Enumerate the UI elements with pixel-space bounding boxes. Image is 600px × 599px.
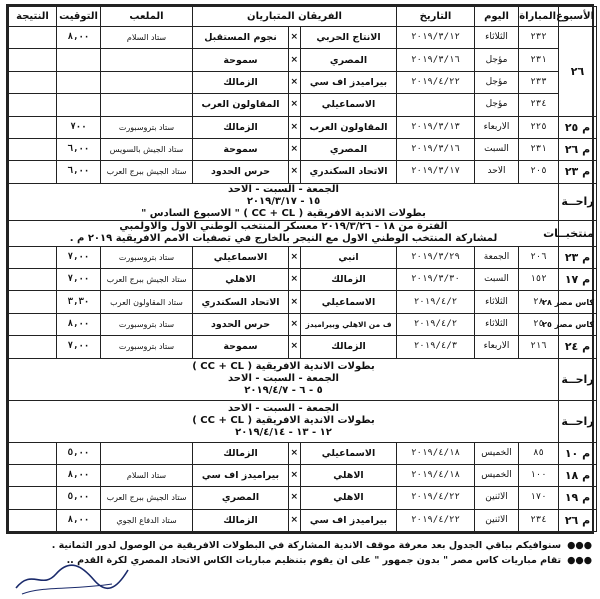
- national-line-1: الفترة من ١٨ - ٢٠١٩/٣/٢٦ معسكر المنتخب الوطني الاول والاولمبي: [119, 221, 448, 233]
- time-cell: ٧,٠٠: [57, 336, 101, 358]
- away-team: حرس الحدود: [193, 313, 289, 335]
- day-cell: الاربعاء: [475, 116, 519, 138]
- week-cell: م ٢٤: [559, 336, 597, 358]
- stadium-cell: ستاد الدفاع الجوي: [101, 509, 193, 531]
- away-team: سموحة: [193, 138, 289, 160]
- match-number: ٢٣٤: [519, 509, 559, 531]
- col-time: التوقيت: [57, 7, 101, 27]
- national-note: [9, 220, 559, 246]
- home-team: الزمالك: [301, 269, 397, 291]
- match-number: ٢٠٥: [519, 161, 559, 183]
- day-cell: مؤجل: [475, 49, 519, 71]
- day-cell: الاحد: [475, 161, 519, 183]
- table-row: [9, 313, 597, 335]
- day-cell: مؤجل: [475, 94, 519, 116]
- col-date: التاريخ: [397, 7, 475, 27]
- date-cell: ٢٠١٩/٣/٢٩: [397, 246, 475, 268]
- week-cell: م ١٨: [559, 464, 597, 486]
- day-cell: السبت: [475, 138, 519, 160]
- result-cell: [9, 138, 57, 160]
- time-cell: ٨,٠٠: [57, 313, 101, 335]
- result-cell: [9, 487, 57, 509]
- table-row: [9, 138, 597, 160]
- match-number: ٨٥: [519, 442, 559, 464]
- week-cell: م ٢٣: [559, 246, 597, 268]
- week-cell: كاس مصر ٢٨: [559, 291, 597, 313]
- date-cell: ٢٠١٩/٤/٢: [397, 313, 475, 335]
- stadium-cell: ستاد بتروسبورت: [101, 246, 193, 268]
- rest-dates: ٥ - ٦ - ٢٠١٩/٤/٧: [244, 385, 323, 396]
- date-cell: ٢٠١٩/٣/١٧: [397, 161, 475, 183]
- table-row: [9, 464, 597, 486]
- day-cell: الاثنين: [475, 487, 519, 509]
- vs-mark: ×: [289, 94, 301, 116]
- away-team: المصري: [193, 487, 289, 509]
- footer-line: [8, 538, 592, 553]
- rest-dates: ١٢ - ١٣ - ٢٠١٩/٤/١٤: [235, 427, 332, 438]
- home-team: بيراميدز اف سي: [301, 71, 397, 93]
- home-team: الاسماعيلي: [301, 442, 397, 464]
- time-cell: [57, 49, 101, 71]
- vs-mark: ×: [289, 442, 301, 464]
- match-number: ٢٣٣: [519, 71, 559, 93]
- match-number: ١٠٠: [519, 464, 559, 486]
- day-cell: الجمعة: [475, 246, 519, 268]
- result-cell: [9, 291, 57, 313]
- result-cell: [9, 27, 57, 49]
- col-week: الأسبوع: [559, 7, 597, 27]
- home-team: بيراميدز اف سي: [301, 509, 397, 531]
- stadium-cell: ستاد الجيش ببرج العرب: [101, 487, 193, 509]
- home-team: الانتاج الحربي: [301, 27, 397, 49]
- date-cell: ٢٠١٩/٣/٣٠: [397, 269, 475, 291]
- rest-days: الجمعة - السبت - الاحد: [228, 403, 339, 414]
- national-line-2: لمشاركة المنتخب الوطني الاول مع النيجر بالخارج في تصفيات الامم الافريقية ٢٠١٩ م .: [69, 233, 498, 245]
- stadium-cell: ستاد السلام: [101, 464, 193, 486]
- rest-note: [9, 183, 559, 220]
- match-number: ٢٣٤: [519, 94, 559, 116]
- table-row: [9, 161, 597, 183]
- date-cell: ٢٠١٩/٣/١٦: [397, 138, 475, 160]
- stadium-cell: ستاد الجيش بالسويس: [101, 138, 193, 160]
- table-row: [9, 94, 597, 116]
- vs-mark: ×: [289, 336, 301, 358]
- stadium-cell: ستاد الجيش ببرج العرب: [101, 161, 193, 183]
- table-row: [9, 442, 597, 464]
- week-cell: م ٢٦: [559, 509, 597, 531]
- col-teams: الفريقان المتباريان: [193, 7, 397, 27]
- week-cell: راحــة: [559, 358, 597, 400]
- away-team: الاتحاد السكندري: [193, 291, 289, 313]
- week-cell: راحــة: [559, 400, 597, 442]
- time-cell: ٦,٠٠: [57, 138, 101, 160]
- date-cell: ٢٠١٩/٣/١٦: [397, 49, 475, 71]
- table-row: [9, 487, 597, 509]
- day-cell: الاربعاء: [475, 336, 519, 358]
- date-cell: ٢٠١٩/٤/٢٢: [397, 71, 475, 93]
- vs-mark: ×: [289, 464, 301, 486]
- home-team: المصري: [301, 49, 397, 71]
- week-cell: راحــة: [559, 183, 597, 220]
- match-number: ٢٨: [519, 291, 559, 313]
- rest-days: الجمعة - السبت - الاحد: [228, 183, 339, 195]
- week-cell: م ١٧: [559, 269, 597, 291]
- stadium-cell: ستاد المقاولون العرب: [101, 291, 193, 313]
- home-team: الاهلي: [301, 487, 397, 509]
- result-cell: [9, 269, 57, 291]
- match-number: ٢١٦: [519, 336, 559, 358]
- week-cell: ٢٦: [559, 27, 597, 117]
- table-row: [9, 291, 597, 313]
- time-cell: [57, 94, 101, 116]
- time-cell: ٧,٠٠: [57, 269, 101, 291]
- away-team: بيراميدز اف سي: [193, 464, 289, 486]
- vs-mark: ×: [289, 269, 301, 291]
- away-team: الاهلي: [193, 269, 289, 291]
- table-row: [9, 336, 597, 358]
- vs-mark: ×: [289, 246, 301, 268]
- date-cell: ٢٠١٩/٣/١٣: [397, 116, 475, 138]
- rest-row: [9, 358, 597, 400]
- away-team: سموحة: [193, 336, 289, 358]
- result-cell: [9, 49, 57, 71]
- rest-row: [9, 400, 597, 442]
- time-cell: ٧٠٠: [57, 116, 101, 138]
- date-cell: ٢٠١٩/٤/٢٢: [397, 487, 475, 509]
- footer-text-2: تقام مباريات كاس مصر " بدون جمهور " على ان يقوم بتنظيم مباريات الكاس الاتحاد المصري لكرة القدم ..: [66, 555, 562, 566]
- table-row: [9, 71, 597, 93]
- time-cell: ٨,٠٠: [57, 464, 101, 486]
- result-cell: [9, 246, 57, 268]
- match-number: ١٧٠: [519, 487, 559, 509]
- vs-mark: ×: [289, 509, 301, 531]
- home-team: الاتحاد السكندري: [301, 161, 397, 183]
- week-cell: م ٢٥: [559, 116, 597, 138]
- match-number: ٢٢٥: [519, 116, 559, 138]
- away-team: الزمالك: [193, 71, 289, 93]
- vs-mark: ×: [289, 49, 301, 71]
- day-cell: السبت: [475, 269, 519, 291]
- table-row: [9, 116, 597, 138]
- time-cell: ٥,٠٠: [57, 442, 101, 464]
- time-cell: ٧,٠٠: [57, 246, 101, 268]
- week-cell: م ٢٦: [559, 138, 597, 160]
- stadium-cell: [101, 94, 193, 116]
- home-team: ف من الاهلي وبيراميدز: [301, 313, 397, 335]
- rest-title: بطولات الاندية الافريقية ( CC + CL ): [192, 415, 375, 426]
- result-cell: [9, 313, 57, 335]
- day-cell: الخميس: [475, 442, 519, 464]
- date-cell: [397, 94, 475, 116]
- day-cell: الثلاثاء: [475, 313, 519, 335]
- result-cell: [9, 464, 57, 486]
- schedule-sheet: [6, 4, 594, 534]
- date-cell: ٢٠١٩/٣/١٢: [397, 27, 475, 49]
- time-cell: [57, 71, 101, 93]
- rest-title: بطولات الاندية الافريقية ( CC + CL ) " الاسبوع السادس ": [141, 207, 426, 219]
- date-cell: ٢٠١٩/٤/٣: [397, 336, 475, 358]
- rest-note: [9, 400, 559, 442]
- stadium-cell: [101, 71, 193, 93]
- away-team: الزمالك: [193, 509, 289, 531]
- home-team: الاهلي: [301, 464, 397, 486]
- vs-mark: ×: [289, 313, 301, 335]
- table-row: [9, 246, 597, 268]
- col-match: المباراة: [519, 7, 559, 27]
- away-team: المقاولون العرب: [193, 94, 289, 116]
- vs-mark: ×: [289, 27, 301, 49]
- date-cell: ٢٠١٩/٤/١٨: [397, 464, 475, 486]
- away-team: نجوم المستقبل: [193, 27, 289, 49]
- vs-mark: ×: [289, 138, 301, 160]
- rest-dates: ١٥ - ٢٠١٩/٣/١٧: [246, 195, 321, 207]
- table-row: [9, 49, 597, 71]
- result-cell: [9, 442, 57, 464]
- away-team: سموحة: [193, 49, 289, 71]
- time-cell: ٥,٠٠: [57, 487, 101, 509]
- result-cell: [9, 336, 57, 358]
- vs-mark: ×: [289, 71, 301, 93]
- vs-mark: ×: [289, 291, 301, 313]
- time-cell: ٨,٠٠: [57, 509, 101, 531]
- week-cell: م ١٠: [559, 442, 597, 464]
- national-row: [9, 220, 597, 246]
- date-cell: ٢٠١٩/٤/١٨: [397, 442, 475, 464]
- stadium-cell: ستاد الجيش ببرج العرب: [101, 269, 193, 291]
- bullet-icon: ●●●: [567, 555, 592, 566]
- time-cell: ٨,٠٠: [57, 27, 101, 49]
- away-team: حرس الحدود: [193, 161, 289, 183]
- vs-mark: ×: [289, 161, 301, 183]
- rest-row: [9, 183, 597, 220]
- day-cell: الخميس: [475, 464, 519, 486]
- away-team: الاسماعيلي: [193, 246, 289, 268]
- match-number: ٢٥: [519, 313, 559, 335]
- rest-days: الجمعة - السبت - الاحد: [228, 373, 339, 384]
- week-cell: كاس مصر ٢٥: [559, 313, 597, 335]
- signature-icon: [12, 560, 132, 596]
- day-cell: الثلاثاء: [475, 291, 519, 313]
- stadium-cell: ستاد السلام: [101, 27, 193, 49]
- away-team: الزمالك: [193, 116, 289, 138]
- home-team: الزمالك: [301, 336, 397, 358]
- stadium-cell: ستاد بتروسبورت: [101, 116, 193, 138]
- stadium-cell: ستاد بتروسبورت: [101, 336, 193, 358]
- result-cell: [9, 71, 57, 93]
- col-result: النتيجة: [9, 7, 57, 27]
- day-cell: مؤجل: [475, 71, 519, 93]
- header-row: [9, 7, 597, 27]
- time-cell: ٣,٣٠: [57, 291, 101, 313]
- day-cell: الاثنين: [475, 509, 519, 531]
- schedule-table: [8, 6, 597, 532]
- match-number: ٢٣١: [519, 49, 559, 71]
- home-team: المقاولون العرب: [301, 116, 397, 138]
- result-cell: [9, 116, 57, 138]
- home-team: انبي: [301, 246, 397, 268]
- vs-mark: ×: [289, 116, 301, 138]
- week-cell: منتخبــات: [559, 220, 597, 246]
- match-number: ٢٠٦: [519, 246, 559, 268]
- home-team: المصري: [301, 138, 397, 160]
- date-cell: ٢٠١٩/٤/٢٢: [397, 509, 475, 531]
- match-number: ٢٣١: [519, 138, 559, 160]
- rest-title: بطولات الاندية الافريقية ( CC + CL ): [192, 361, 375, 372]
- col-day: اليوم: [475, 7, 519, 27]
- away-team: الزمالك: [193, 442, 289, 464]
- table-row: [9, 27, 597, 49]
- date-cell: ٢٠١٩/٤/٢: [397, 291, 475, 313]
- week-cell: م ٢٣: [559, 161, 597, 183]
- result-cell: [9, 94, 57, 116]
- rest-note: [9, 358, 559, 400]
- stadium-cell: [101, 442, 193, 464]
- match-number: ١٥٢: [519, 269, 559, 291]
- table-row: [9, 269, 597, 291]
- bullet-icon: ●●●: [567, 540, 592, 551]
- result-cell: [9, 509, 57, 531]
- footer-text-1: سنوافيكم بباقي الجدول بعد معرفة موقف الاندية المشاركة في البطولات الافريقية من الوصول لدور الثمانية .: [51, 540, 562, 551]
- col-stadium: الملعب: [101, 7, 193, 27]
- match-number: ٢٣٢: [519, 27, 559, 49]
- table-row: [9, 509, 597, 531]
- stadium-cell: ستاد بتروسبورت: [101, 313, 193, 335]
- result-cell: [9, 161, 57, 183]
- home-team: الاسماعيلي: [301, 94, 397, 116]
- vs-mark: ×: [289, 487, 301, 509]
- week-cell: م ١٩: [559, 487, 597, 509]
- stadium-cell: [101, 49, 193, 71]
- time-cell: ٦,٠٠: [57, 161, 101, 183]
- home-team: الاسماعيلي: [301, 291, 397, 313]
- day-cell: الثلاثاء: [475, 27, 519, 49]
